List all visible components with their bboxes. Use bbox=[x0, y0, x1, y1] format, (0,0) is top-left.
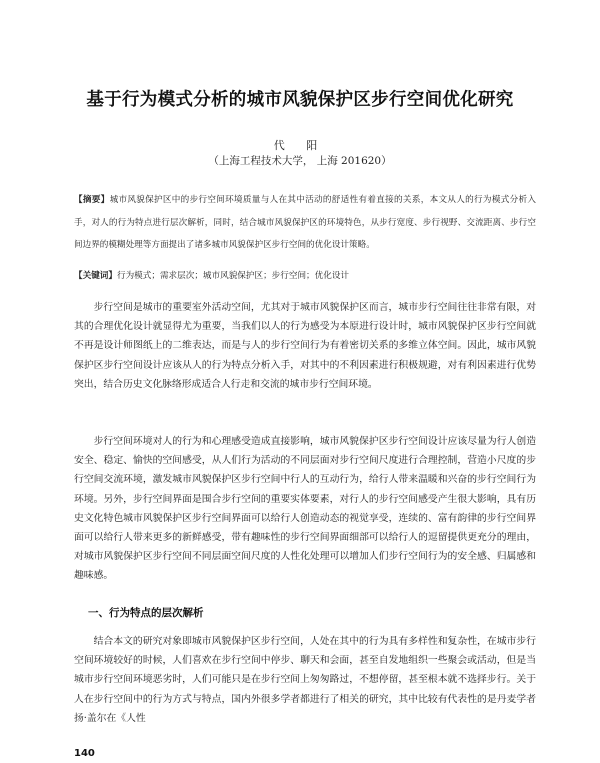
abstract-text: 城市风貌保护区中的步行空间环境质量与人在其中活动的舒适性有着直接的关系，本文从人的行为模式分析入手，对人的行为特点进行层次解析，同时，结合城市风貌保护区的环境特色，从步行宽度、步行视野、交流距离、步行空间边界的模糊处理等方面提出了诸多城市风貌保护区步行空间的优化设计策略。 bbox=[74, 195, 536, 250]
body-paragraph-3 bbox=[74, 632, 536, 728]
paragraph-text: 结合本文的研究对象即城市风貌保护区步行空间，人处在其中的行为具有多样性和复杂性，在城市步行空间环境较好的时候，人们喜欢在步行空间中停步、聊天和会面，甚至自发地组织一些聚会或活动，但是当城市步行空间环境恶劣时，人们可能只是在步行空间上匆匆路过，不想停留，甚至根本就不选择步行。关于人在步行空间中的行为方式与特点，国内外很多学者都进行了相关的研究，其中比较有代表性的是丹麦学者扬·盖尔在《人性 bbox=[74, 636, 536, 724]
body-paragraph-2 bbox=[74, 432, 536, 586]
author-name: 代 阳 bbox=[273, 139, 327, 152]
keywords-block bbox=[74, 268, 536, 284]
section-heading: 一、行为特点的层次解析 bbox=[88, 607, 204, 619]
keywords-label: 【关键词】 bbox=[74, 271, 117, 281]
abstract-block bbox=[74, 189, 536, 257]
author-affiliation: （上海工程技术大学， 上海 201620） bbox=[208, 155, 392, 167]
page-number: 140 bbox=[74, 748, 95, 759]
paragraph-text: 步行空间环境对人的行为和心理感受造成直接影响，城市风貌保护区步行空间设计应该尽量为行人创造安全、稳定、愉快的空间感受，从人们行为活动的不同层面对步行空间尺度进行合理控制，营造小尺度的步行空间交流环境，激发城市风貌保护区步行空间中行人的互动行为，给行人带来温暖和兴奋的步行空间行为环境。另外，步行空间界面是围合步行空间的重要实体要素，对行人的步行空间感受产生很大影响，具有历史文化特色城市风貌保护区步行空间界面可以给行人创造动态的视觉享受，连续的、富有韵律的步行空间界面可以给行人带来更多的新鲜感受，带有趣味性的步行空间界面细部可以给行人的逗留提供更充分的理由，对城市风貌保护区步行空间不同层面空间尺度的人性化处理可以增加人们步行空间行为的安全感、归属感和趣味感。 bbox=[74, 436, 536, 582]
abstract-label: 【摘要】 bbox=[74, 195, 110, 205]
body-paragraph-1 bbox=[74, 298, 536, 394]
keywords-text: 行为模式；需求层次；城市风貌保护区；步行空间；优化设计 bbox=[116, 271, 350, 281]
paper-title: 基于行为模式分析的城市风貌保护区步行空间优化研究 bbox=[86, 90, 514, 110]
paragraph-text: 步行空间是城市的重要室外活动空间，尤其对于城市风貌保护区而言，城市步行空间往往非常有限，对其的合理优化设计就显得尤为重要，当我们以人的行为感受为本原进行设计时，城市风貌保护区步行空间就不再是设计师图纸上的二维表达，而是与人的步行空间行为有着密切关系的多维立体空间。因此，城市风貌保护区步行空间设计应该从人的行为特点分析入手，对其中的不利因素进行积极规避，对有利因素进行优势突出，结合历史文化脉络形成适合人行走和交流的城市步行空间环境。 bbox=[74, 302, 536, 390]
